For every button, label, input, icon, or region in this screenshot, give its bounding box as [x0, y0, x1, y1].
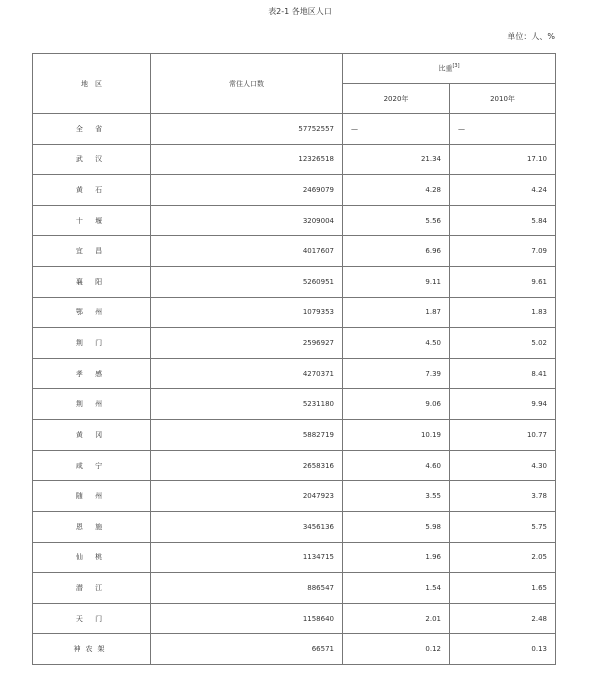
table-row [33, 389, 556, 420]
ratio-2020-cell: 10.19 [343, 420, 450, 451]
table-row [33, 634, 556, 665]
table-row [33, 175, 556, 206]
population-cell: 3209004 [151, 205, 343, 236]
table-row [33, 267, 556, 298]
ratio-2010-cell: 5.84 [450, 205, 556, 236]
ratio-2020-cell: 1.96 [343, 542, 450, 573]
ratio-2010-cell: — [450, 114, 556, 145]
table-row [33, 297, 556, 328]
population-cell: 5260951 [151, 267, 343, 298]
footnote-link[interactable]: [3] [452, 63, 460, 70]
region-cell: 黄 冈 [33, 420, 151, 451]
table-row [33, 205, 556, 236]
ratio-2010-cell: 3.78 [450, 481, 556, 512]
ratio-2020-cell: 5.56 [343, 205, 450, 236]
ratio-2020-cell: 21.34 [343, 144, 450, 175]
region-cell: 黄 石 [33, 175, 151, 206]
header-year-2010: 2010年 [450, 84, 556, 114]
region-cell: 襄 阳 [33, 267, 151, 298]
ratio-2010-cell: 5.02 [450, 328, 556, 359]
region-cell: 恩 施 [33, 511, 151, 542]
population-cell: 2658316 [151, 450, 343, 481]
table-title: 表2-1 各地区人口 [268, 7, 332, 16]
region-cell: 十 堰 [33, 205, 151, 236]
region-cell: 天 门 [33, 603, 151, 634]
region-cell: 孝 感 [33, 358, 151, 389]
region-cell: 仙 桃 [33, 542, 151, 573]
ratio-2010-cell: 8.41 [450, 358, 556, 389]
population-cell: 66571 [151, 634, 343, 665]
region-cell: 武 汉 [33, 144, 151, 175]
ratio-2020-cell: 4.28 [343, 175, 450, 206]
region-cell: 全 省 [33, 114, 151, 145]
region-cell: 咸 宁 [33, 450, 151, 481]
region-cell: 潜 江 [33, 573, 151, 604]
unit-label: 单位：人、% [507, 32, 555, 41]
ratio-2010-cell: 5.75 [450, 511, 556, 542]
ratio-2020-cell: 3.55 [343, 481, 450, 512]
population-cell: 1079353 [151, 297, 343, 328]
population-cell: 2047923 [151, 481, 343, 512]
header-region: 地 区 [33, 54, 151, 114]
population-cell: 1158640 [151, 603, 343, 634]
region-cell: 随 州 [33, 481, 151, 512]
region-cell: 荆 州 [33, 389, 151, 420]
population-cell: 5231180 [151, 389, 343, 420]
region-cell: 荆 门 [33, 328, 151, 359]
table-row [33, 144, 556, 175]
ratio-2020-cell: 9.06 [343, 389, 450, 420]
ratio-2020-cell: 9.11 [343, 267, 450, 298]
table-row [33, 236, 556, 267]
ratio-2020-cell: 5.98 [343, 511, 450, 542]
table-row [33, 511, 556, 542]
table-row [33, 420, 556, 451]
region-cell: 神农架 [33, 634, 151, 665]
ratio-2020-cell: 0.12 [343, 634, 450, 665]
population-cell: 2469079 [151, 175, 343, 206]
population-cell: 57752557 [151, 114, 343, 145]
table-row [33, 114, 556, 145]
ratio-2020-cell: 6.96 [343, 236, 450, 267]
header-ratio [343, 54, 556, 84]
table-row [33, 328, 556, 359]
table-row [33, 450, 556, 481]
ratio-2020-cell: 4.60 [343, 450, 450, 481]
population-cell: 5882719 [151, 420, 343, 451]
population-cell: 4270371 [151, 358, 343, 389]
population-cell: 4017607 [151, 236, 343, 267]
ratio-2020-cell: 2.01 [343, 603, 450, 634]
population-cell: 1134715 [151, 542, 343, 573]
ratio-2010-cell: 2.05 [450, 542, 556, 573]
table-row [33, 573, 556, 604]
ratio-2010-cell: 17.10 [450, 144, 556, 175]
ratio-2010-cell: 4.24 [450, 175, 556, 206]
table-row [33, 481, 556, 512]
ratio-2020-cell: — [343, 114, 450, 145]
ratio-2020-cell: 1.54 [343, 573, 450, 604]
ratio-2010-cell: 7.09 [450, 236, 556, 267]
ratio-2010-cell: 2.48 [450, 603, 556, 634]
region-cell: 宜 昌 [33, 236, 151, 267]
population-cell: 2596927 [151, 328, 343, 359]
ratio-2020-cell: 7.39 [343, 358, 450, 389]
table-row [33, 603, 556, 634]
ratio-2010-cell: 4.30 [450, 450, 556, 481]
ratio-2010-cell: 9.61 [450, 267, 556, 298]
ratio-2020-cell: 1.87 [343, 297, 450, 328]
ratio-2010-cell: 10.77 [450, 420, 556, 451]
header-year-2020: 2020年 [343, 84, 450, 114]
ratio-2010-cell: 1.65 [450, 573, 556, 604]
ratio-2010-cell: 1.83 [450, 297, 556, 328]
population-table [32, 53, 556, 665]
table-row [33, 542, 556, 573]
header-ratio-label: 比重 [438, 64, 453, 73]
ratio-2010-cell: 0.13 [450, 634, 556, 665]
region-cell: 鄂 州 [33, 297, 151, 328]
ratio-2010-cell: 9.94 [450, 389, 556, 420]
table-row [33, 358, 556, 389]
population-cell: 886547 [151, 573, 343, 604]
population-cell: 3456136 [151, 511, 343, 542]
ratio-2020-cell: 4.50 [343, 328, 450, 359]
header-population: 常住人口数 [151, 54, 343, 114]
population-cell: 12326518 [151, 144, 343, 175]
